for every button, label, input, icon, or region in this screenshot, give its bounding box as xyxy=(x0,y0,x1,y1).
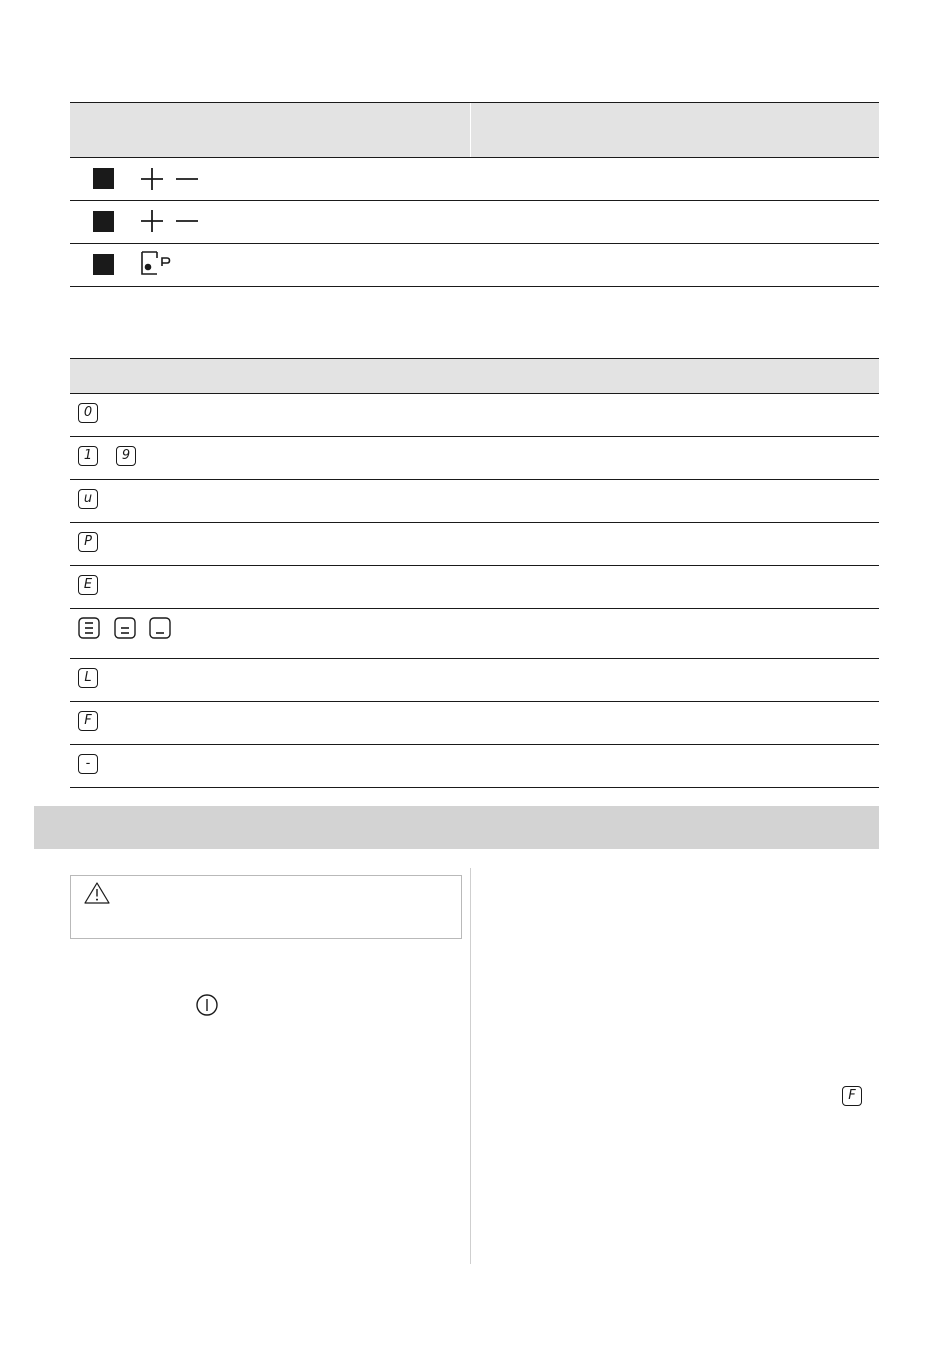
section-heading-band xyxy=(34,806,879,849)
filled-square-icon xyxy=(93,211,114,232)
column-divider xyxy=(470,103,471,286)
residual-heat-mid-icon xyxy=(114,617,136,639)
table-rule xyxy=(70,286,879,287)
column-divider xyxy=(470,868,471,1264)
power-icon xyxy=(195,993,219,1017)
warning-triangle-icon xyxy=(83,881,111,905)
table-rule xyxy=(70,522,879,523)
table-rule xyxy=(70,658,879,659)
digit-0-symbol: 0 xyxy=(78,403,98,423)
table-rule xyxy=(70,393,879,394)
dash-symbol: - xyxy=(78,754,98,774)
table-rule xyxy=(70,608,879,609)
f-symbol: F xyxy=(78,711,98,731)
minus-icon xyxy=(175,209,199,233)
e-symbol: E xyxy=(78,575,98,595)
table-rule xyxy=(70,565,879,566)
filled-square-icon xyxy=(93,168,114,189)
pause-p-icon xyxy=(140,250,172,276)
table-rule xyxy=(70,787,879,788)
residual-heat-high-icon xyxy=(78,617,100,639)
residual-heat-low-icon xyxy=(149,617,171,639)
warning-box xyxy=(70,875,462,939)
minus-icon xyxy=(175,167,199,191)
table-rule xyxy=(70,436,879,437)
table-rule xyxy=(70,102,879,103)
table-rule xyxy=(70,358,879,359)
p-symbol: P xyxy=(78,532,98,552)
digit-9-symbol: 9 xyxy=(116,446,136,466)
digit-1-symbol: 1 xyxy=(78,446,98,466)
display-table-header xyxy=(70,359,879,393)
plus-icon xyxy=(140,167,164,191)
u-symbol: u xyxy=(78,489,98,509)
table-rule xyxy=(70,744,879,745)
table-rule xyxy=(70,157,879,158)
l-symbol: L xyxy=(78,668,98,688)
filled-square-icon xyxy=(93,254,114,275)
table-rule xyxy=(70,200,879,201)
table-rule xyxy=(70,243,879,244)
control-table-header xyxy=(70,103,879,157)
table-rule xyxy=(70,701,879,702)
plus-icon xyxy=(140,209,164,233)
f-symbol: F xyxy=(842,1086,862,1106)
table-rule xyxy=(70,479,879,480)
